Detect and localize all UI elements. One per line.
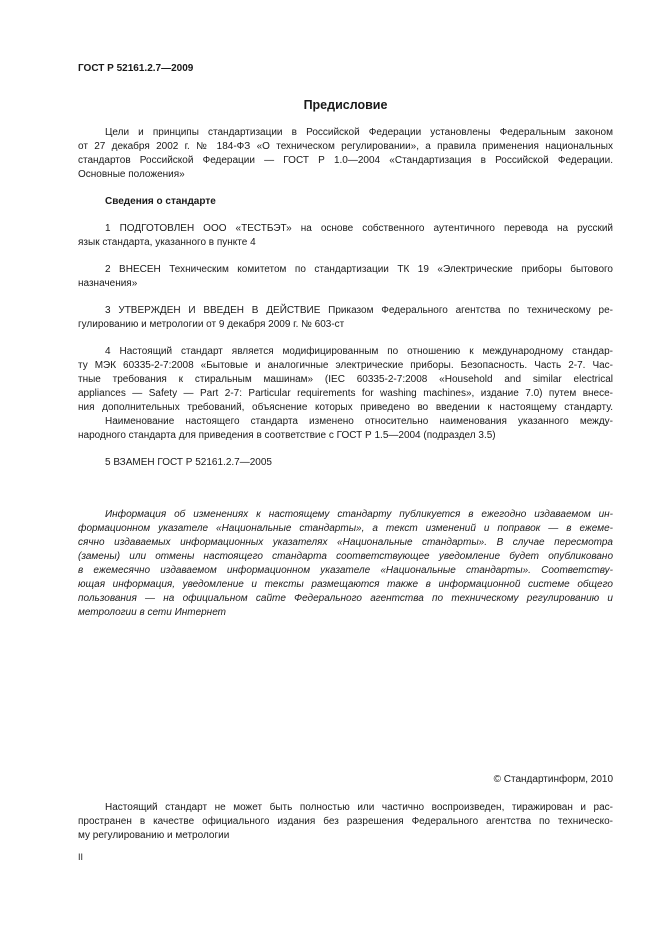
notice-line: пространен в качестве официального издания без разрешения Федерального агентства по техническо- (78, 816, 613, 827)
copyright: © Стандартинформ, 2010 (493, 774, 613, 785)
document-header: ГОСТ Р 52161.2.7—2009 (78, 63, 194, 74)
info-line: сячно издаваемых информационных указателях «Национальные стандарты». В случае пересмотра (78, 537, 613, 548)
info-line: Информация об изменениях к настоящему стандарту публикуется в ежегодно издаваемом ин- (105, 509, 613, 520)
item-4b-line: народного стандарта для приведения в соответствие с ГОСТ Р 1.5—2004 (подраздел 3.5) (78, 430, 496, 441)
info-line: метрологии в сети Интернет (78, 607, 226, 618)
intro-line: от 27 декабря 2002 г. № 184-ФЗ «О техническом регулировании», а правила применения национальных (78, 141, 613, 152)
section-title: Сведения о стандарте (105, 196, 216, 207)
info-line: формационном указателе «Национальные стандарты», а текст изменений и поправок — в ежеме- (78, 523, 613, 534)
item-1-line: 1 ПОДГОТОВЛЕН ООО «ТЕСТБЭТ» на основе собственного аутентичного перевода на русский (105, 223, 613, 234)
info-line: пользования — на официальном сайте Федерального агентства по техническому регулированию и (78, 593, 613, 604)
item-3-line: гулированию и метрологии от 9 декабря 2009 г. № 603-ст (78, 319, 345, 330)
page-title: Предисловие (303, 98, 388, 112)
item-1-line: язык стандарта, указанного в пункте 4 (78, 237, 256, 248)
notice-line: Настоящий стандарт не может быть полностью или частично воспроизведен, тиражирован и рас- (105, 802, 613, 813)
info-line: ющая информация, уведомление и тексты размещаются также в информационной системе общего (78, 579, 613, 590)
item-3-line: 3 УТВЕРЖДЕН И ВВЕДЕН В ДЕЙСТВИЕ Приказом Федерального агентства по техническому ре- (105, 305, 613, 316)
intro-line: стандартов Российской Федерации — ГОСТ Р 1.0—2004 «Стандартизация в Российской Федерации. (78, 155, 613, 166)
info-line: в ежемесячно издаваемом информационном указателе «Национальные стандарты». Соответству- (78, 565, 613, 576)
item-4-line: ту МЭК 60335-2-7:2008 «Бытовые и аналогичные электрические приборы. Безопасность. Часть 2-7. Час- (78, 360, 613, 371)
item-4-line: ния дополнительных требований, объяснение которых приведено во введении к настоящему стандарту. (78, 402, 613, 413)
intro-line: Основные положения» (78, 169, 185, 180)
item-4-line: appliances — Safety — Part 2-7: Particular requirements for washing machines», издание 7.0) путем внесе- (78, 388, 613, 399)
item-2-line: назначения» (78, 278, 138, 289)
page-number: II (78, 852, 84, 862)
item-4b-line: Наименование настоящего стандарта изменено относительно наименования указанного между- (105, 416, 613, 427)
item-4-line: тные требования к стиральным машинам» (IEC 60335-2-7:2008 «Household and similar electrical (78, 374, 613, 385)
info-line: (замены) или отмены настоящего стандарта соответствующее уведомление будет опубликовано (78, 551, 613, 562)
item-5: 5 ВЗАМЕН ГОСТ Р 52161.2.7—2005 (105, 457, 272, 468)
notice-line: му регулированию и метрологии (78, 830, 230, 841)
intro-line: Цели и принципы стандартизации в Российской Федерации установлены Федеральным законом (105, 127, 613, 138)
item-2-line: 2 ВНЕСЕН Техническим комитетом по стандартизации ТК 19 «Электрические приборы бытового (105, 264, 613, 275)
item-4-line: 4 Настоящий стандарт является модифицированным по отношению к международному стандар- (105, 346, 613, 357)
